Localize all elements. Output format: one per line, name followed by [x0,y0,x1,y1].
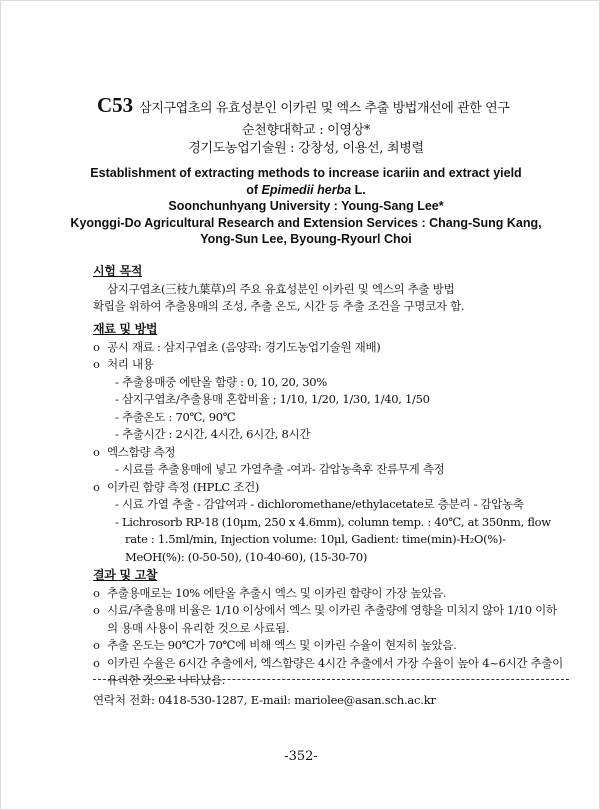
results-item3: o 추출 온도는 90℃가 70℃에 비해 엑스 및 이카린 수율이 현저히 높았음. [93,637,563,655]
dashed-divider [93,679,569,680]
results-item4: o 이카린 수율은 6시간 추출에서, 엑스함량은 4시간 추출에서 가장 수율이 높아 4~6시간 추출이 유리한 것으로 나타났음. [93,655,563,687]
english-title-line2 [81,183,531,197]
bullet-icon: o [93,479,100,494]
methods-sub2: - 삼지구엽초/추출용매 혼합비율 ; 1/10, 1/20, 1/30, 1/40, 1/50 [115,392,430,406]
objective-heading: 시험 목적 [93,264,143,278]
english-affiliation-3: Yong-Sun Lee, Byoung-Ryourl Choi [200,232,412,246]
methods-item1: o 공시 재료 : 삼지구엽초 (음양곽: 경기도농업기술원 재배) [93,339,563,357]
english-title-line1: Establishment of extracting methods to increase icariin and extract yield [90,166,522,180]
english-affiliation-2: Kyonggi-Do Agricultural Research and Extension Services : Chang-Sung Kang, [70,216,542,230]
korean-affiliation-2: 경기도농업기술원 : 강창성, 이용선, 최병렬 [188,141,424,156]
methods-sub6: - 시료 가열 추출 - 감압여과 - dichloromethane/ethylacetate로 층분리 - 감압농축 [115,497,524,511]
methods-section [93,321,563,566]
results-item2: o 시료/추출용매 비율은 1/10 이상에서 엑스 및 이카린 추출량에 영향을 미치지 않아 1/10 이하의 용매 사용이 유리한 것으로 사료됨. [93,603,557,635]
bullet-icon: o [93,339,100,354]
english-title-suffix: L. [354,183,366,197]
bullet-icon: o [93,655,100,670]
abstract-code: C53 [97,93,134,117]
methods-item2: o 처리 내용 [93,356,563,374]
bullet-icon: o [93,585,100,600]
methods-item3: o 엑스함량 측정 [93,444,563,462]
objective-line1: 삼지구엽초(三枝九葉草)의 주요 유효성분인 이카린 및 엑스의 추출 방법 [107,281,455,296]
bullet-icon: o [93,357,100,371]
species-name: Epimedii herba [261,183,352,197]
bullet-icon: o [93,638,100,652]
methods-heading: 재료 및 방법 [93,322,158,336]
methods-sub1: - 추출용매중 에탄올 함량 : 0, 10, 20, 30% [115,374,327,389]
objective-line2: 확립을 위하여 추출용매의 조성, 추출 온도, 시간 등 추출 조건을 구명코자 함. [93,299,465,313]
page-number: -352- [284,749,318,764]
bullet-icon: o [93,603,100,617]
methods-sub5: - 시료를 추출용매에 넣고 가열추출 -여과- 감압농축후 잔류무게 측정 [115,462,445,476]
methods-item4: o 이카린 함량 측정 (HPLC 조건) [93,479,563,497]
objective-section [93,263,563,316]
results-item1: o 추출용매로는 10% 에탄올 추출시 엑스 및 이카린 함량이 가장 높았음. [93,585,563,603]
methods-sub3: - 추출온도 : 70℃, 90℃ [115,409,236,424]
contact-info: 연락처 전화: 0418-530-1287, E-mail: mariolee@asan.sch.ac.kr [93,693,436,707]
english-affiliation-1: Soonchunhyang University : Young-Sang Lee* [168,199,444,213]
bullet-icon: o [93,444,100,459]
methods-sub7: - Lichrosorb RP-18 (10μm, 250 x 4.6mm), column temp. : 40℃, at 350nm, flow rate : 1.5ml/min, Injection volume: 10μl, Gadient: time(min)-H₂O(%)-MeOH(%): (0-50-50), (10-40-60), (15-30-70) [115,514,551,564]
korean-affiliation-1: 순천향대학교 : 이영상* [241,123,371,138]
title-row [97,93,567,118]
results-section [93,567,563,690]
methods-sub4: - 추출시간 : 2시간, 4시간, 6시간, 8시간 [115,427,311,441]
results-heading: 결과 및 고찰 [93,568,158,582]
english-title-prefix: of [246,183,259,197]
korean-title: 삼지구엽초의 유효성분인 이카린 및 엑스 추출 방법개선에 관한 연구 [139,101,510,116]
